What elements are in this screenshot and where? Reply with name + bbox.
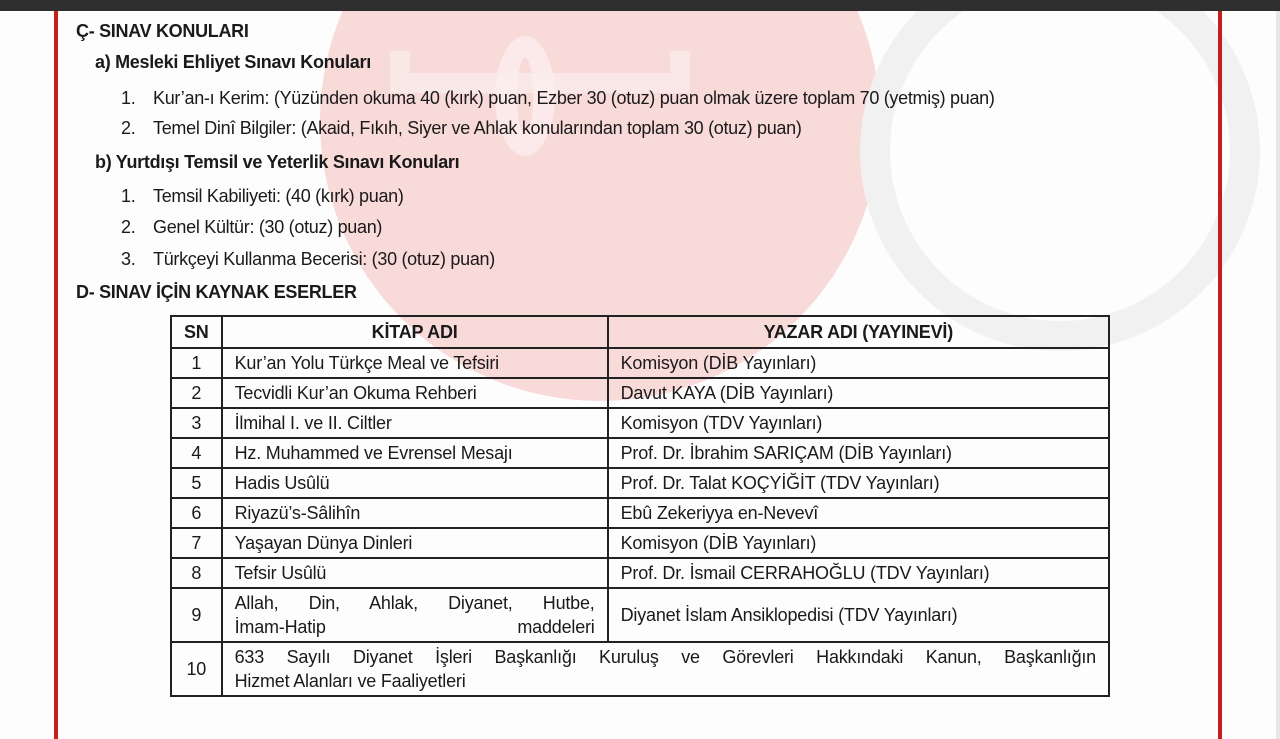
cell-author: Komisyon (TDV Yayınları) — [608, 408, 1109, 438]
cell-book: Hz. Muhammed ve Evrensel Mesajı — [222, 438, 608, 468]
cell-sn: 9 — [171, 588, 222, 642]
list-item — [121, 217, 382, 238]
cell-book: Yaşayan Dünya Dinleri — [222, 528, 608, 558]
cell-author: Prof. Dr. İsmail CERRAHOĞLU (TDV Yayınları) — [608, 558, 1109, 588]
page-edge — [1276, 11, 1280, 739]
cell-sn: 1 — [171, 348, 222, 378]
cell-book: Hadis Usûlü — [222, 468, 608, 498]
cell-author: Prof. Dr. Talat KOÇYİĞİT (TDV Yayınları) — [608, 468, 1109, 498]
section-c-a-title: a) Mesleki Ehliyet Sınavı Konuları — [95, 52, 371, 72]
list-number: 2. — [121, 118, 136, 138]
document-page — [0, 11, 1280, 739]
cell-merged-line: 633 Sayılı Diyanet İşleri Başkanlığı Kuruluş ve Görevleri Hakkındaki Kanun, Başkanlığın — [234, 647, 1096, 667]
list-number: 3. — [121, 249, 136, 269]
source-books-table — [170, 315, 1110, 697]
cell-sn: 8 — [171, 558, 222, 588]
table-row — [171, 642, 1109, 696]
cell-merged-line: Hizmet Alanları ve Faaliyetleri — [234, 671, 466, 691]
table-row — [171, 408, 1109, 438]
cell-book: Tecvidli Kur’an Okuma Rehberi — [222, 378, 608, 408]
viewer-top-bar — [0, 0, 1280, 11]
list-number: 2. — [121, 217, 136, 237]
cell-sn: 4 — [171, 438, 222, 468]
section-c-b-title: b) Yurtdışı Temsil ve Yeterlik Sınavı Konuları — [95, 152, 460, 172]
cell-sn: 3 — [171, 408, 222, 438]
column-header-book: KİTAP ADI — [222, 316, 608, 348]
list-text: Türkçeyi Kullanma Becerisi: (30 (otuz) puan) — [153, 249, 495, 269]
list-text: Temel Dinî Bilgiler: (Akaid, Fıkıh, Siyer ve Ahlak konularından toplam 30 (otuz) puan) — [153, 118, 802, 138]
column-header-sn: SN — [171, 316, 222, 348]
cell-author: Diyanet İslam Ansiklopedisi (TDV Yayınları) — [608, 588, 1109, 642]
section-d-title: D- SINAV İÇİN KAYNAK ESERLER — [76, 282, 357, 302]
cell-book — [222, 588, 608, 642]
section-c-title: Ç- SINAV KONULARI — [76, 21, 249, 41]
list-text: Kur’an-ı Kerim: (Yüzünden okuma 40 (kırk) puan, Ezber 30 (otuz) puan olmak üzere toplam 70 (yetmiş) puan) — [153, 88, 995, 108]
cell-sn: 7 — [171, 528, 222, 558]
cell-sn: 5 — [171, 468, 222, 498]
list-item — [121, 249, 495, 270]
list-number: 1. — [121, 88, 136, 108]
table-row — [171, 558, 1109, 588]
table-row — [171, 498, 1109, 528]
cell-author: Komisyon (DİB Yayınları) — [608, 528, 1109, 558]
cell-author: Prof. Dr. İbrahim SARIÇAM (DİB Yayınları) — [608, 438, 1109, 468]
list-item — [121, 88, 995, 109]
cell-book: Tefsir Usûlü — [222, 558, 608, 588]
document-content — [0, 11, 1280, 739]
cell-sn: 10 — [171, 642, 222, 696]
cell-sn: 6 — [171, 498, 222, 528]
table-row — [171, 468, 1109, 498]
cell-author: Ebû Zekeriyya en-Nevevî — [608, 498, 1109, 528]
list-item — [121, 118, 802, 139]
list-number: 1. — [121, 186, 136, 206]
table-row — [171, 528, 1109, 558]
table-row — [171, 378, 1109, 408]
cell-author: Komisyon (DİB Yayınları) — [608, 348, 1109, 378]
list-item — [121, 186, 404, 207]
cell-book: Riyazü’s-Sâlihîn — [222, 498, 608, 528]
table-row — [171, 588, 1109, 642]
cell-merged — [222, 642, 1109, 696]
cell-book-line: İmam-Hatip maddeleri — [234, 617, 595, 637]
cell-book-line: Allah, Din, Ahlak, Diyanet, Hutbe, — [234, 593, 595, 613]
list-text: Genel Kültür: (30 (otuz) puan) — [153, 217, 383, 237]
cell-author: Davut KAYA (DİB Yayınları) — [608, 378, 1109, 408]
cell-book: Kur’an Yolu Türkçe Meal ve Tefsiri — [222, 348, 608, 378]
table-row — [171, 348, 1109, 378]
cell-book: İlmihal I. ve II. Ciltler — [222, 408, 608, 438]
cell-sn: 2 — [171, 378, 222, 408]
table-header-row — [171, 316, 1109, 348]
list-text: Temsil Kabiliyeti: (40 (kırk) puan) — [153, 186, 404, 206]
table-row — [171, 438, 1109, 468]
column-header-author: YAZAR ADI (YAYINEVİ) — [608, 316, 1109, 348]
